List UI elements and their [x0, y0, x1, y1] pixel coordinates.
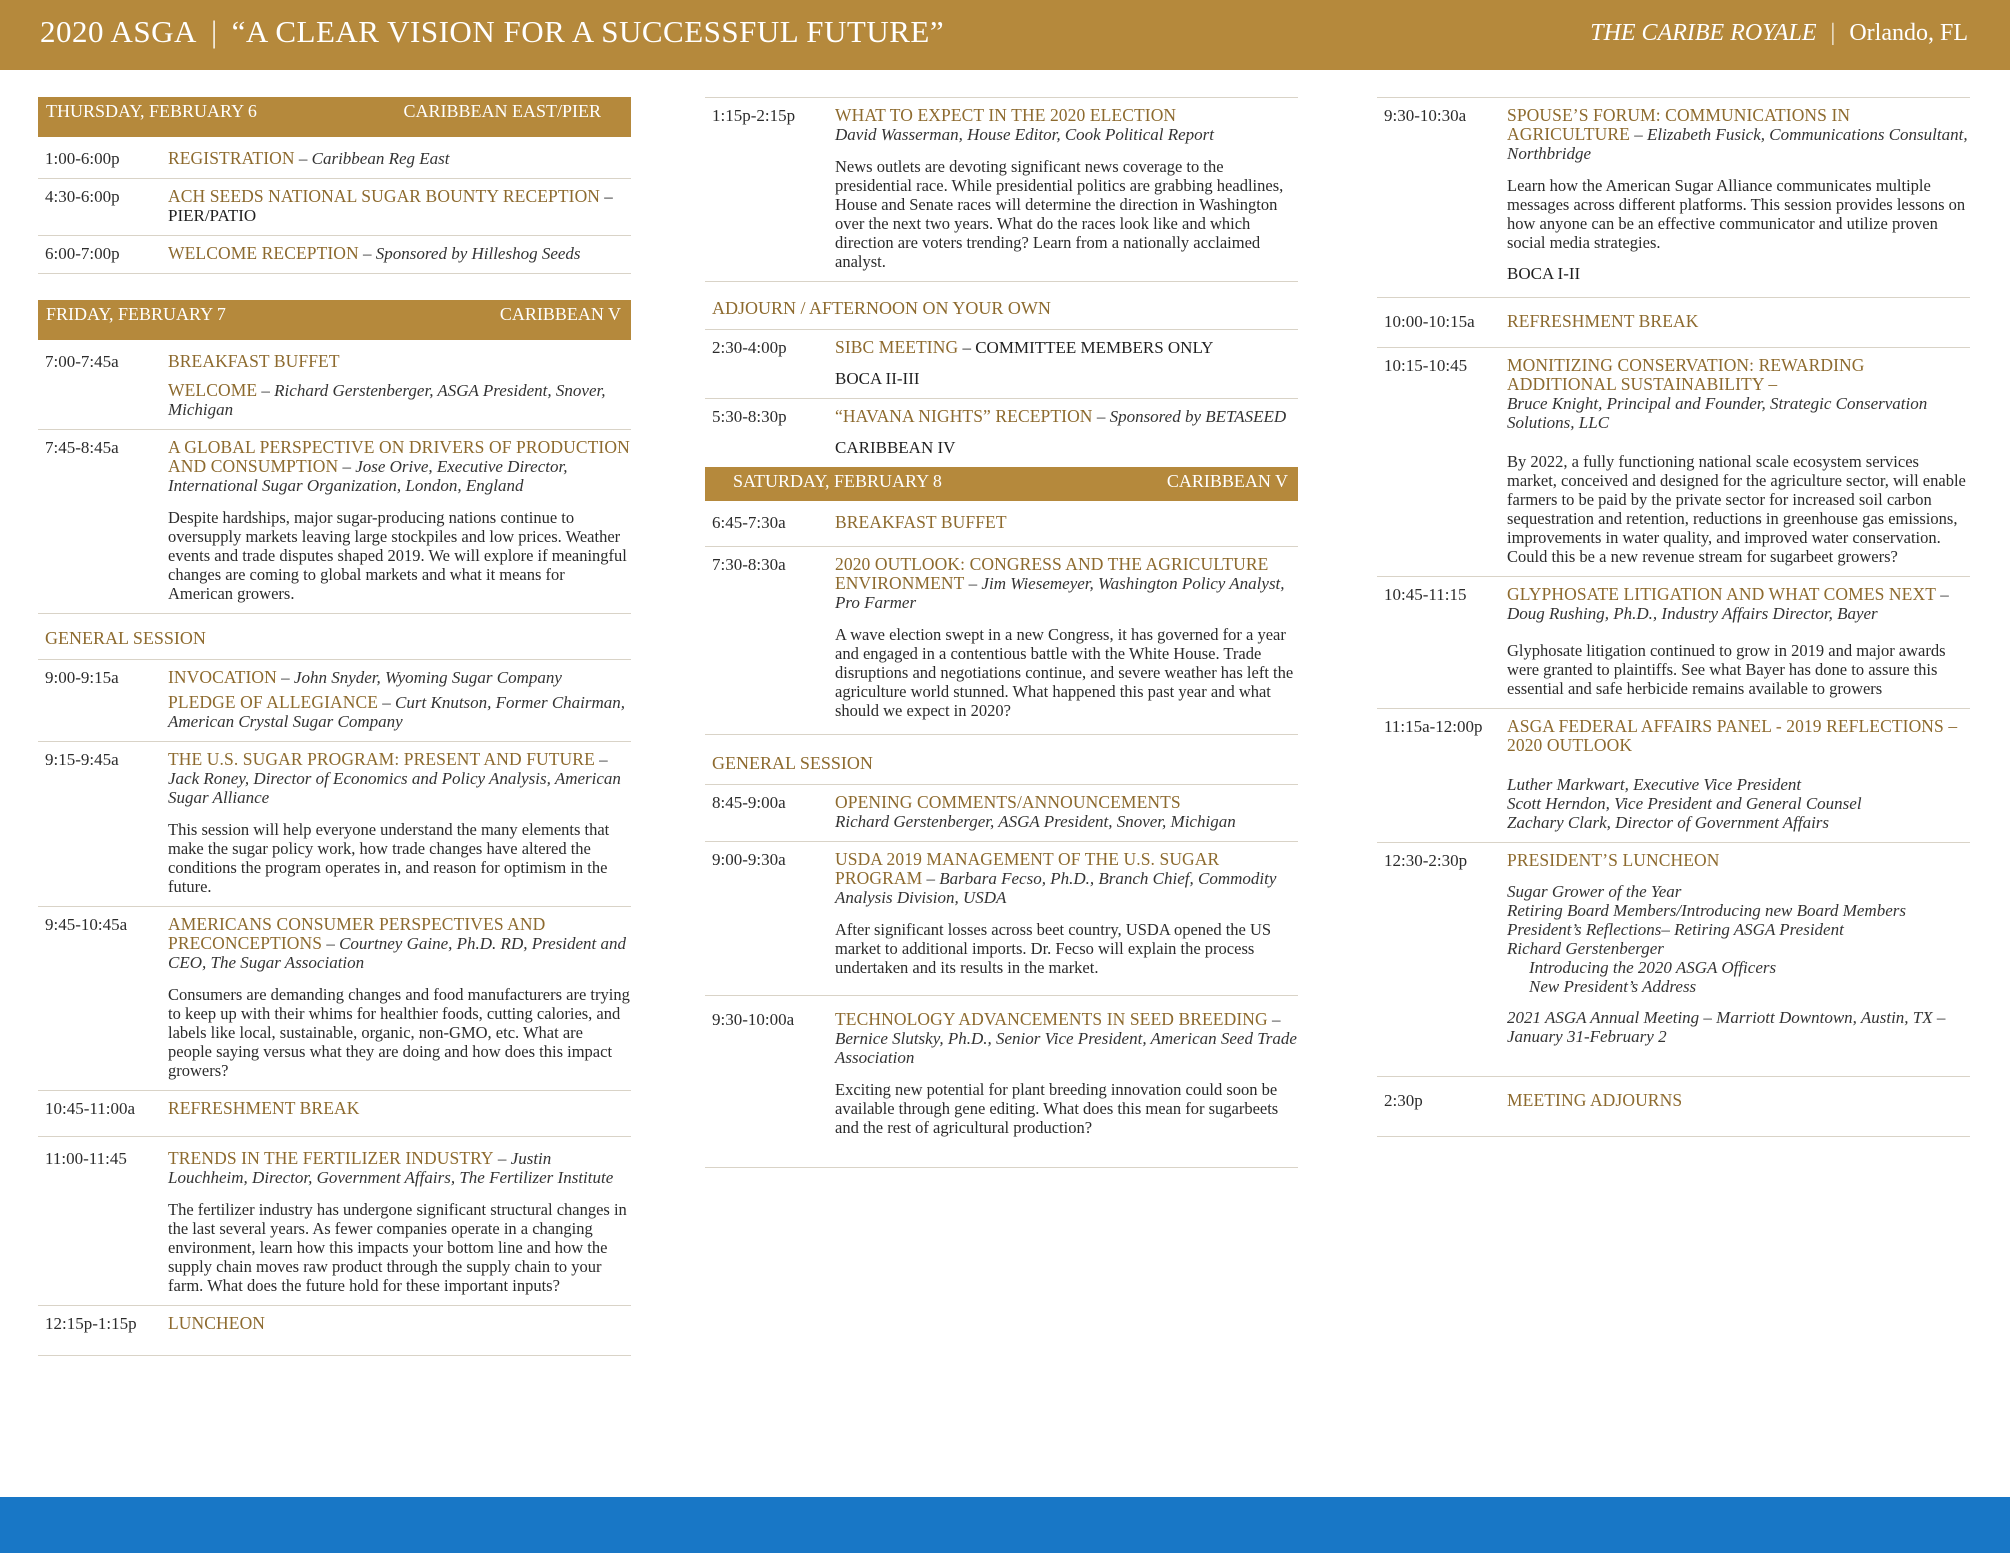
- session-speaker: – Curt Knutson, Former Chairman, American Crystal Sugar Company: [168, 693, 626, 731]
- session-description: Learn how the American Sugar Alliance communicates multiple messages across different platforms. This session provides lessons on how anyone can be an effective communicator and utilize proven social media strategies.: [1507, 176, 1966, 252]
- venue-name: THE CARIBE ROYALE: [1590, 20, 1817, 46]
- session-speaker: – Barbara Fecso, Ph.D., Branch Chief, Commodity Analysis Division, USDA: [835, 869, 1277, 907]
- session-row: [705, 505, 1298, 547]
- session-time: 10:00-10:15a: [1384, 312, 1475, 331]
- session-row: [38, 236, 631, 274]
- session-row: [705, 996, 1298, 1168]
- schedule-column-3: [1377, 97, 1970, 1137]
- session-speaker: – Justin Louchheim, Director, Government Affairs, The Fertilizer Institute: [168, 1149, 614, 1187]
- header-venue: [1590, 20, 1968, 47]
- session-time: 6:45-7:30a: [712, 513, 786, 532]
- section-heading: GENERAL SESSION: [38, 614, 631, 660]
- session-description: Consumers are demanding changes and food manufacturers are trying to keep up with their whims for healthier foods, cutting calories, and labels like local, sustainable, organic, non-GMO, etc. What are people saying versus what they are doing and how does this impact growers?: [168, 985, 630, 1080]
- session-title: TECHNOLOGY ADVANCEMENTS IN SEED BREEDING: [835, 1009, 1268, 1029]
- session-time: 5:30-8:30p: [712, 407, 787, 426]
- room-label: CARIBBEAN EAST/PIER: [403, 101, 601, 121]
- session-row: [38, 1091, 631, 1137]
- session-row: [705, 785, 1298, 842]
- day-label: THURSDAY, FEBRUARY 6: [46, 101, 257, 121]
- session-time: 2:30p: [1384, 1091, 1423, 1110]
- separator: |: [210, 14, 218, 49]
- session-row: [1377, 298, 1970, 348]
- session-title: REGISTRATION: [168, 148, 295, 168]
- session-title: TRENDS IN THE FERTILIZER INDUSTRY: [168, 1148, 494, 1168]
- venue-city: Orlando, FL: [1849, 20, 1968, 46]
- session-title: GLYPHOSATE LITIGATION AND WHAT COMES NEXT: [1507, 584, 1936, 604]
- day-header-thursday: [38, 97, 631, 137]
- session-time: 9:30-10:30a: [1384, 106, 1467, 125]
- separator: |: [1830, 20, 1836, 46]
- session-row: [705, 330, 1298, 399]
- session-time: 10:45-11:15: [1384, 585, 1467, 604]
- session-title: PLEDGE OF ALLEGIANCE: [168, 692, 379, 712]
- program-item: Richard Gerstenberger: [1507, 939, 1664, 958]
- session-speaker: – Jack Roney, Director of Economics and Policy Analysis, American Sugar Alliance: [168, 750, 621, 807]
- session-time: 10:15-10:45: [1384, 356, 1468, 375]
- session-row: [38, 179, 631, 236]
- room-label: CARIBBEAN V: [499, 304, 621, 324]
- session-time: 7:00-7:45a: [45, 352, 119, 371]
- program-item: New President’s Address: [1529, 977, 1697, 996]
- session-description: Despite hardships, major sugar-producing nations continue to oversupply markets leaving large stockpiles and low prices. Weather events and trade disputes shaped 2019. We will explore if meaningful changes are coming to global markets and what it means for American growers.: [168, 508, 627, 603]
- session-title: ACH SEEDS NATIONAL SUGAR BOUNTY RECEPTION: [168, 186, 601, 206]
- session-time: 9:45-10:45a: [45, 915, 128, 934]
- session-title: WELCOME: [168, 380, 258, 400]
- header-title: [40, 14, 944, 50]
- spacer: [38, 274, 631, 300]
- session-time: 2:30-4:00p: [712, 338, 787, 357]
- session-title: WELCOME RECEPTION: [168, 243, 359, 263]
- session-speaker: – Doug Rushing, Ph.D., Industry Affairs Director, Bayer: [1507, 585, 1949, 623]
- session-row: [38, 660, 631, 742]
- session-speaker: – John Snyder, Wyoming Sugar Company: [276, 668, 562, 687]
- session-title: 2020 OUTLOOK: CONGRESS AND THE AGRICULTURE ENVIRONMENT: [835, 554, 1269, 593]
- session-time: 4:30-6:00p: [45, 187, 120, 206]
- session-title: INVOCATION: [168, 667, 277, 687]
- session-title: ASGA FEDERAL AFFAIRS PANEL - 2019 REFLECTIONS – 2020 OUTLOOK: [1507, 716, 1958, 755]
- schedule-column-1: [38, 97, 631, 1356]
- session-speaker: – Richard Gerstenberger, ASGA President, Snover, Michigan: [168, 381, 606, 419]
- session-title: BREAKFAST BUFFET: [168, 351, 340, 371]
- session-row: [705, 842, 1298, 996]
- event-theme: “A CLEAR VISION FOR A SUCCESSFUL FUTURE”: [231, 14, 945, 49]
- session-description: Exciting new potential for plant breeding innovation could soon be available through gene editing. What does this mean for sugarbeets and the rest of agricultural production?: [835, 1080, 1279, 1137]
- program-item: Sugar Grower of the Year: [1507, 882, 1682, 901]
- session-row: [38, 1306, 631, 1356]
- session-title: THE U.S. SUGAR PROGRAM: PRESENT AND FUTURE: [168, 749, 595, 769]
- session-time: 9:00-9:30a: [712, 850, 786, 869]
- session-title: REFRESHMENT BREAK: [168, 1098, 360, 1118]
- session-description: News outlets are devoting significant news coverage to the presidential race. While presidential politics are grabbing headlines, House and Senate races will determine the direction in Washington over the next two years. What do the races look like and which direction are voters trending? Learn from a nationally acclaimed analyst.: [835, 157, 1284, 271]
- session-title: USDA 2019 MANAGEMENT OF THE U.S. SUGAR PROGRAM: [835, 849, 1220, 888]
- session-description: By 2022, a fully functioning national scale ecosystem services market, conceived and designed for the agriculture sector, will enable farmers to be paid by the private sector for increased soil carbon sequestration and retention, reductions in greenhouse gas emissions, improvements in water quality, and improved water conservation. Could this be a new revenue stream for sugarbeet growers?: [1507, 452, 1966, 566]
- session-row: [1377, 709, 1970, 843]
- session-time: 9:00-9:15a: [45, 668, 119, 687]
- session-title: SIBC MEETING: [835, 337, 959, 357]
- header-bar: [0, 0, 2010, 70]
- session-title: LUNCHEON: [168, 1313, 266, 1333]
- program-item: Retiring Board Members/Introducing new Board Members: [1507, 901, 1906, 920]
- session-title: MEETING ADJOURNS: [1507, 1090, 1683, 1110]
- schedule-column-2: [705, 97, 1298, 1168]
- session-time: 9:30-10:00a: [712, 1010, 795, 1029]
- session-title: WHAT TO EXPECT IN THE 2020 ELECTION: [835, 105, 1177, 125]
- session-row: [38, 141, 631, 179]
- footer-bar: [0, 1497, 2010, 1553]
- session-row: [705, 98, 1298, 282]
- session-description: This session will help everyone understand the many elements that make the sugar policy work, how trade changes have altered the conditions the program operates in, and reason for optimism in the future.: [168, 820, 610, 896]
- session-row: [705, 399, 1298, 467]
- session-title: SPOUSE’S FORUM: COMMUNICATIONS IN AGRICULTURE: [1507, 105, 1851, 144]
- session-speaker: – Elizabeth Fusick, Communications Consultant, Northbridge: [1507, 125, 1968, 163]
- session-row: [38, 742, 631, 907]
- program-item: President’s Reflections– Retiring ASGA President: [1507, 920, 1844, 939]
- session-time: 6:00-7:00p: [45, 244, 120, 263]
- session-speaker: David Wasserman, House Editor, Cook Political Report: [835, 125, 1215, 144]
- session-speaker: – Courtney Gaine, Ph.D. RD, President and CEO, The Sugar Association: [168, 934, 626, 972]
- day-header-friday: [38, 300, 631, 340]
- session-title: OPENING COMMENTS/ANNOUNCEMENTS: [835, 792, 1181, 812]
- session-time: 7:45-8:45a: [45, 438, 119, 457]
- session-sub: [168, 381, 631, 419]
- session-row: [1377, 577, 1970, 709]
- session-time: 10:45-11:00a: [45, 1099, 136, 1118]
- session-time: 1:00-6:00p: [45, 149, 120, 168]
- session-speaker: – Jose Orive, Executive Director, International Sugar Organization, London, England: [168, 457, 568, 495]
- session-time: 7:30-8:30a: [712, 555, 786, 574]
- session-speaker: – Jim Wiesemeyer, Washington Policy Analyst, Pro Farmer: [835, 574, 1285, 612]
- event-name: 2020 ASGA: [40, 14, 197, 49]
- session-time: 12:30-2:30p: [1384, 851, 1468, 870]
- session-row: [705, 547, 1298, 735]
- session-title: “HAVANA NIGHTS” RECEPTION: [835, 406, 1093, 426]
- session-speaker: Richard Gerstenberger, ASGA President, Snover, Michigan: [835, 812, 1236, 831]
- session-time: 12:15p-1:15p: [45, 1314, 137, 1333]
- panelist: Scott Herndon, Vice President and General Counsel: [1507, 794, 1862, 813]
- section-heading: GENERAL SESSION: [705, 735, 1298, 785]
- session-description: The fertilizer industry has undergone significant structural changes in the last several years. As fewer companies operate in a changing environment, learn how this impacts your bottom line and how the supply chain moves raw product through the supply chain to your farm. What does the future hold for these important inputs?: [168, 1200, 627, 1295]
- session-title: AMERICANS CONSUMER PERSPECTIVES AND PRECONCEPTIONS: [168, 914, 546, 953]
- day-label: FRIDAY, FEBRUARY 7: [46, 304, 226, 324]
- session-title: REFRESHMENT BREAK: [1507, 311, 1699, 331]
- program-item: Introducing the 2020 ASGA Officers: [1529, 958, 1777, 977]
- session-location: – Caribbean Reg East: [294, 149, 450, 168]
- section-heading: ADJOURN / AFTERNOON ON YOUR OWN: [705, 282, 1298, 330]
- session-sub: [168, 693, 631, 731]
- session-row: [1377, 843, 1970, 1077]
- session-description: A wave election swept in a new Congress, it has governed for a year and engaged in a contentious battle with the White House. Trade disruptions and negotiations continue, and severe weather has left the agriculture world stunned. What happened this past year and what should we expect in 2020?: [835, 625, 1294, 720]
- session-row: [38, 1137, 631, 1306]
- session-location: CARIBBEAN IV: [835, 438, 956, 457]
- room-label: CARIBBEAN V: [1166, 471, 1288, 491]
- session-location: BOCA II-III: [835, 369, 920, 388]
- session-row: [38, 907, 631, 1091]
- session-row: [38, 344, 631, 430]
- session-row: [1377, 1077, 1970, 1137]
- session-time: 9:15-9:45a: [45, 750, 119, 769]
- session-time: 11:15a-12:00p: [1384, 717, 1483, 736]
- session-speaker: Bruce Knight, Principal and Founder, Strategic Conservation Solutions, LLC: [1507, 394, 1928, 432]
- session-title: A GLOBAL PERSPECTIVE ON DRIVERS OF PRODUCTION AND CONSUMPTION: [168, 437, 630, 476]
- session-row: [38, 430, 631, 614]
- day-label: SATURDAY, FEBRUARY 8: [733, 471, 942, 491]
- session-sponsor: – Sponsored by Hilleshog Seeds: [358, 244, 581, 263]
- session-location: BOCA I-II: [1507, 264, 1581, 283]
- session-title: BREAKFAST BUFFET: [835, 512, 1007, 532]
- session-speaker: – Bernice Slutsky, Ph.D., Senior Vice President, American Seed Trade Association: [835, 1010, 1297, 1067]
- session-time: 8:45-9:00a: [712, 793, 786, 812]
- session-location: – PIER/PATIO: [168, 187, 613, 225]
- session-row: [1377, 348, 1970, 577]
- session-description: After significant losses across beet country, USDA opened the US market to additional imports. Dr. Fecso will explain the process undertaken and its results in the market.: [835, 920, 1272, 977]
- panelist: Luther Markwart, Executive Vice President: [1507, 775, 1802, 794]
- panelist: Zachary Clark, Director of Government Affairs: [1507, 813, 1830, 832]
- program-item: 2021 ASGA Annual Meeting – Marriott Downtown, Austin, TX – January 31-February 2: [1507, 1008, 1946, 1046]
- session-row: [1377, 98, 1970, 298]
- session-sponsor: – Sponsored by BETASEED: [1092, 407, 1287, 426]
- session-time: 1:15p-2:15p: [712, 106, 796, 125]
- session-title: PRESIDENT’S LUNCHEON: [1507, 850, 1720, 870]
- session-description: Glyphosate litigation continued to grow in 2019 and major awards were granted to plaintiffs. See what Bayer has done to assure this essential and safe herbicide remains available to growers: [1507, 641, 1946, 698]
- day-header-saturday: [705, 467, 1298, 501]
- session-time: 11:00-11:45: [45, 1149, 127, 1168]
- session-title: MONITIZING CONSERVATION: REWARDING ADDITIONAL SUSTAINABILITY –: [1507, 355, 1865, 394]
- session-note: – COMMITTEE MEMBERS ONLY: [958, 338, 1214, 357]
